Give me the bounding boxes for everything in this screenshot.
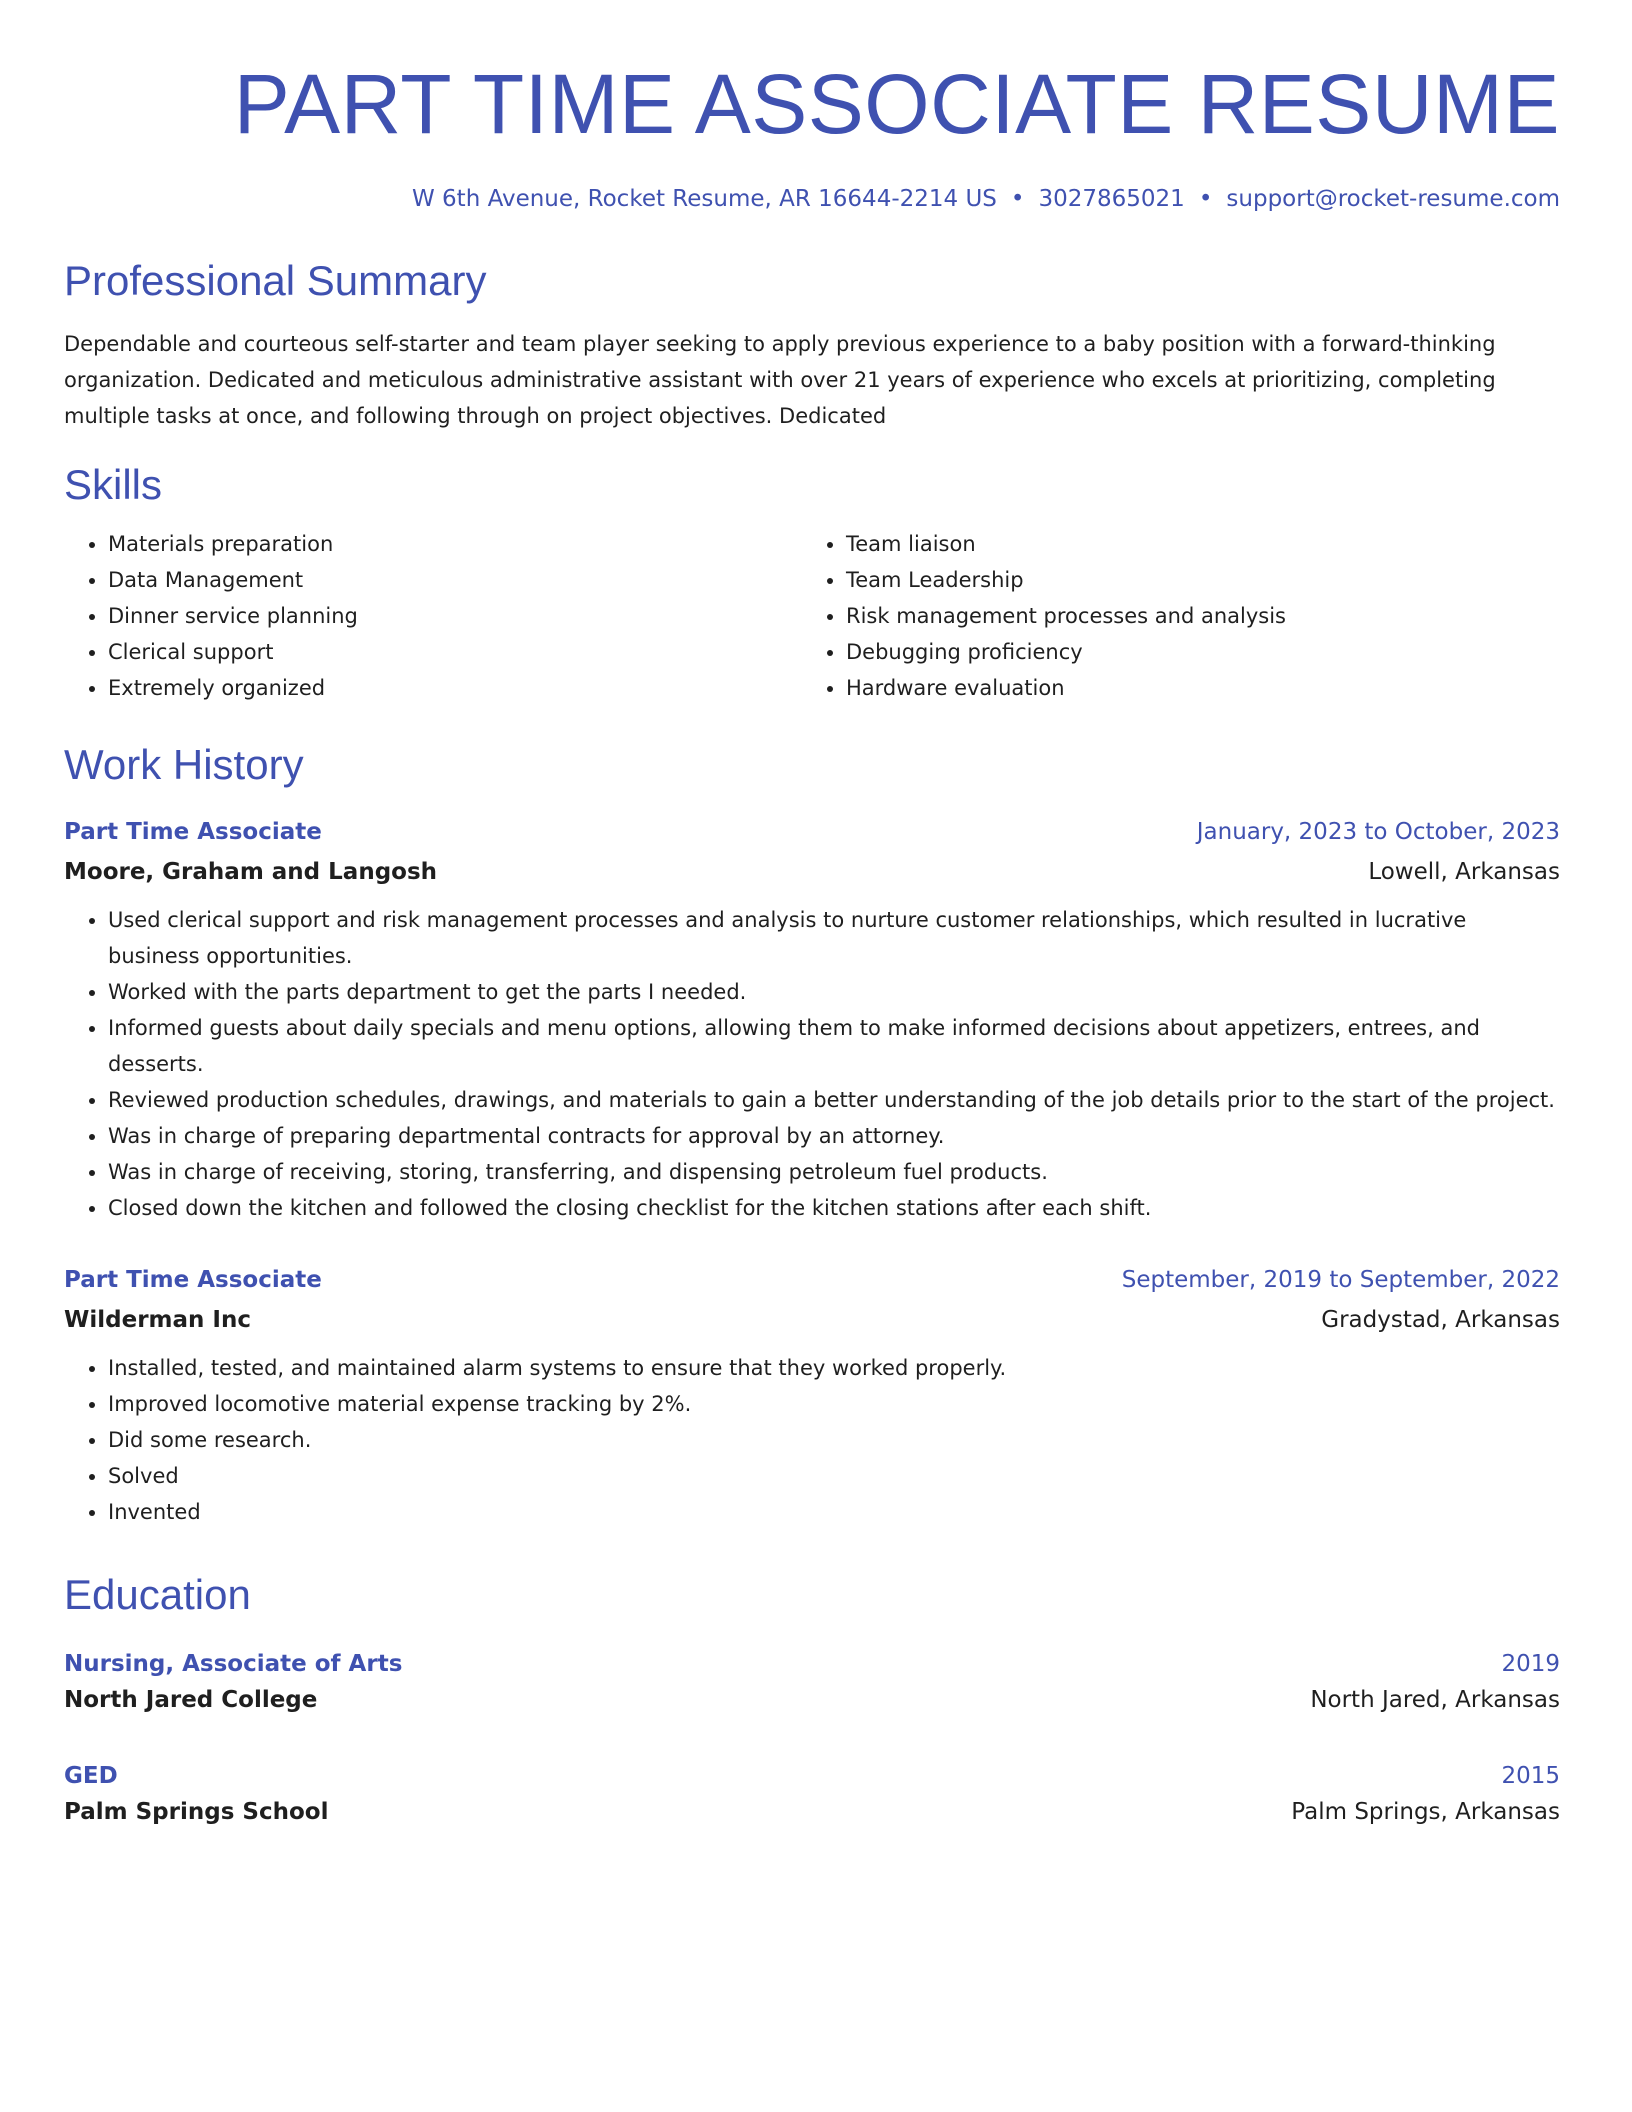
job-bullet: • Reviewed production schedules, drawings, and materials to gain a better understanding of the job details prior to the start of the project. [108, 1082, 1560, 1118]
education-header-row [64, 1760, 1560, 1792]
education-entry [64, 1648, 1560, 1716]
skill-item: • Extremely organized [108, 670, 802, 706]
job-location: Gradystad, Arkansas [1321, 1307, 1560, 1333]
job-location: Lowell, Arkansas [1368, 859, 1560, 885]
education-location: North Jared, Arkansas [1310, 1687, 1560, 1713]
job-company-row [64, 856, 1560, 888]
education-heading: Education [64, 1571, 251, 1618]
summary-text: Dependable and courteous self-starter and team player seeking to apply previous experience to a baby position with a forward-thinking organization. Dedicated and meticulous administrative assistant with over 21 years of experience who excels at prioritizing, completing multiple tasks at once, and following through on project objectives. Dedicated [64, 332, 1496, 428]
job-bullets [64, 902, 1560, 1226]
contact-email[interactable]: support@rocket-resume.com [1226, 186, 1560, 212]
resume-name: PART TIME ASSOCIATE RESUME [233, 57, 1560, 151]
job-bullet: • Was in charge of preparing departmental contracts for approval by an attorney. [108, 1118, 1560, 1154]
contact-line [64, 184, 1560, 214]
skill-item: • Clerical support [108, 634, 802, 670]
job-dates: September, 2019 to September, 2022 [1121, 1267, 1560, 1293]
education-degree: GED [64, 1763, 118, 1789]
job-bullet: • Was in charge of receiving, storing, transferring, and dispensing petroleum fuel products. [108, 1154, 1560, 1190]
education-year: 2015 [1501, 1763, 1560, 1789]
education-year: 2019 [1501, 1651, 1560, 1677]
job-title: Part Time Associate [64, 1267, 322, 1293]
job-company: Moore, Graham and Langosh [64, 859, 438, 885]
job-company-row [64, 1304, 1560, 1336]
skill-item: • Team Leadership [846, 562, 1540, 598]
contact-address: W 6th Avenue, Rocket Resume, AR 16644-2214 US [411, 186, 997, 212]
contact-separator: • [1198, 186, 1213, 212]
education-location: Palm Springs, Arkansas [1291, 1799, 1560, 1825]
skill-item: • Debugging proficiency [846, 634, 1540, 670]
education-school-row [64, 1796, 1560, 1828]
skill-item: • Risk management processes and analysis [846, 598, 1540, 634]
skills-column-left [64, 526, 802, 706]
job-bullet: • Did some research. [108, 1422, 1560, 1458]
education-degree: Nursing, Associate of Arts [64, 1651, 403, 1677]
job-bullet: • Worked with the parts department to get the parts I needed. [108, 974, 1560, 1010]
skills-list [64, 526, 1560, 706]
job-bullet: • Informed guests about daily specials and menu options, allowing them to make informed decisions about appetizers, entrees, and desserts. [108, 1010, 1560, 1082]
skills-column-right [802, 526, 1540, 706]
skill-item: • Team liaison [846, 526, 1540, 562]
skill-item: • Hardware evaluation [846, 670, 1540, 706]
work-history-heading: Work History [64, 741, 304, 788]
contact-phone[interactable]: 3027865021 [1038, 186, 1185, 212]
skill-item: • Dinner service planning [108, 598, 802, 634]
contact-separator: • [1010, 186, 1025, 212]
job-title: Part Time Associate [64, 819, 322, 845]
job-header-row [64, 816, 1560, 848]
skills-heading: Skills [64, 461, 163, 508]
job-bullet: • Invented [108, 1494, 1560, 1530]
job-bullet: • Solved [108, 1458, 1560, 1494]
job-dates: January, 2023 to October, 2023 [1196, 819, 1560, 845]
job-entry [64, 1264, 1560, 1530]
education-header-row [64, 1648, 1560, 1680]
job-bullet: • Improved locomotive material expense tracking by 2%. [108, 1386, 1560, 1422]
job-bullets [64, 1350, 1560, 1530]
job-bullet: • Closed down the kitchen and followed the closing checklist for the kitchen stations after each shift. [108, 1190, 1560, 1226]
education-school: North Jared College [64, 1687, 318, 1713]
resume-page [64, 0, 1560, 1828]
education-entry [64, 1760, 1560, 1828]
job-bullet: • Used clerical support and risk management processes and analysis to nurture customer relationships, which resulted in lucrative business opportunities. [108, 902, 1560, 974]
job-company: Wilderman Inc [64, 1307, 251, 1333]
skill-item: • Materials preparation [108, 526, 802, 562]
job-entry [64, 816, 1560, 1226]
job-bullet: • Installed, tested, and maintained alarm systems to ensure that they worked properly. [108, 1350, 1560, 1386]
skill-item: • Data Management [108, 562, 802, 598]
education-school: Palm Springs School [64, 1799, 329, 1825]
job-header-row [64, 1264, 1560, 1296]
education-school-row [64, 1684, 1560, 1716]
summary-heading: Professional Summary [64, 257, 487, 304]
resume-header [64, 0, 1560, 214]
